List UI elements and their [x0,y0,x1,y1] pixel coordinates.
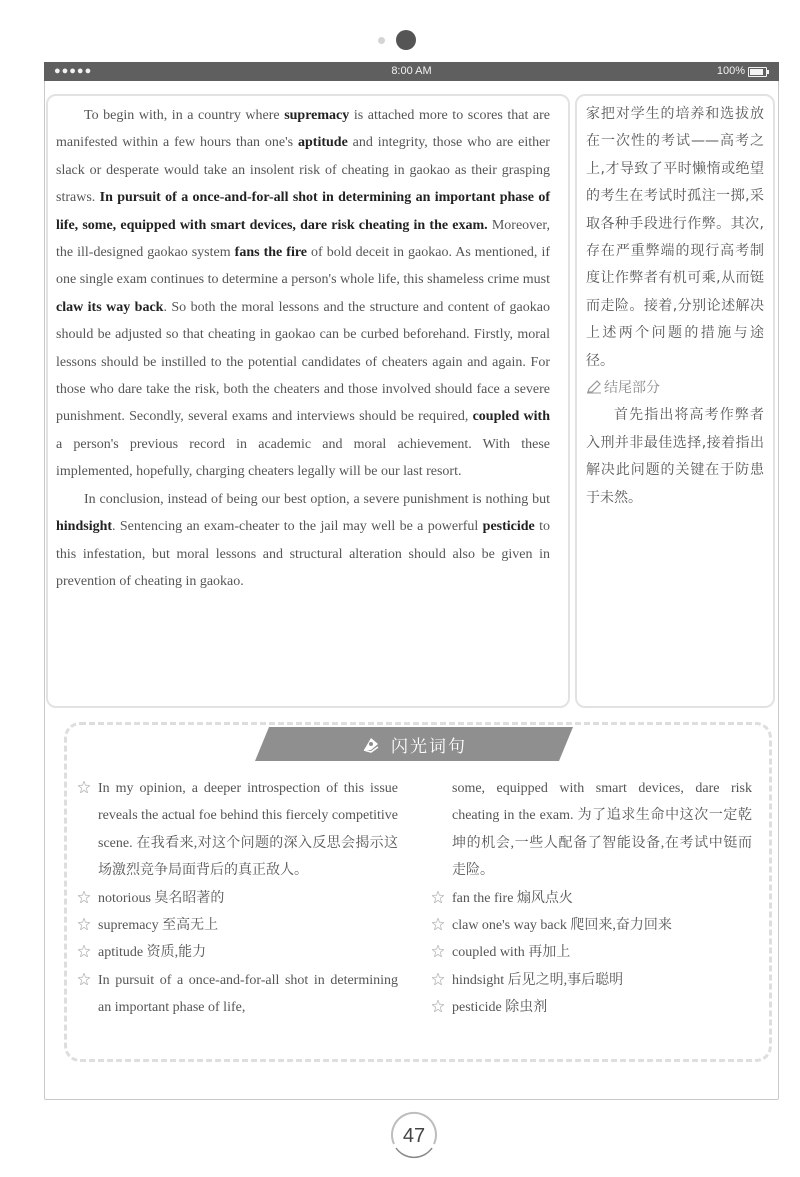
essay-text: To begin with, in a country where [84,108,285,123]
highlighted-phrase: fans the fire [234,245,308,261]
star-icon [432,891,444,903]
vocab-item: claw one's way back 爬回来,奋力回来 [430,912,752,939]
essay-text: . So both the moral lessons and the structure and content of gaokao should be adjusted so that cheating in gaokao can be curbed beforehand. Firstly, moral lessons should be instilled to the potential candidates of cheaters again and again. For those who dare take the risk, both the cheaters and those involved should face a severe punishment. Secondly, several exams and interviews should be required, [56,299,550,425]
book-icon [361,735,381,753]
star-icon [432,945,444,957]
vocab-item: hindsight 后见之明,事后聪明 [430,967,752,994]
essay-text: . Sentencing an exam-cheater to the jail may well be a powerful [112,519,483,535]
vocab-item: notorious 臭名昭著的 [76,885,398,912]
conclusion-paragraph: 首先指出将高考作弊者入刑并非最佳选择,接着指出解决此问题的关键在于防患于未然。 [586,407,764,506]
vocab-column-right [430,775,752,1022]
essay-text: a person's previous record in academic and moral achievement. With these implemented, hopefully, charging cheaters legally will be our last resort. [56,436,550,480]
highlighted-phrase: pesticide [482,519,535,535]
essay-paragraph [56,486,550,596]
highlighted-phrase: supremacy [284,108,350,123]
vocab-item: In my opinion, a deeper introspection of this issue reveals the actual foe behind this fiercely competitive scene. 在我看来,对这个问题的深入反思会揭示这场激烈竞争局面背后的真正敌人。 [76,775,398,885]
star-icon [78,781,90,793]
essay-text: to this infestation, but moral lessons and structural alteration should also be given in prevention of cheating in gaokao. [56,519,551,589]
essay-text: is attached more to scores that are manifested within a few hours than one's [56,108,551,151]
vocab-banner-label [255,727,573,761]
analysis-text [586,101,764,512]
vocab-item: pesticide 除虫剂 [430,994,752,1021]
star-icon [78,973,90,985]
vocab-title: 闪光词句 [391,736,467,757]
battery-percent: 100% [716,65,745,77]
star-icon [78,918,90,930]
camera-dot [378,37,385,44]
analysis-paragraph: 家把对学生的培养和选拔放在一次性的考试——高考之上,才导致了平时懒惰或绝望的考生在考试时孤注一掷,采取各种手段进行作弊。其次,存在严重弊端的现行高考制度让作弊者有机可乘,从而铤而走险。接着,分别论述解决上述两个问题的措施与途径。 [586,106,764,369]
star-icon [432,918,444,930]
page-number: 47 [402,1124,426,1147]
star-icon [78,891,90,903]
conclusion-heading-label: 结尾部分 [604,380,660,397]
highlighted-phrase: aptitude [298,135,348,151]
essay-text: Moreover, the ill-designed gaokao system [56,217,550,261]
signal-indicator: ●●●●● [54,65,93,77]
essay-text: In conclusion, instead of being our best option, a severe punishment is nothing but [84,491,550,507]
vocab-item: coupled with 再加上 [430,939,752,966]
conclusion-heading [586,375,764,402]
highlighted-phrase: In pursuit of a once-and-for-all shot in determining an important phase of life, some, equipped with smart devices, dare risk cheating in the exam. [56,190,550,233]
battery-icon [748,67,767,77]
vocab-column-left [76,775,398,1022]
pencil-icon [586,380,602,394]
vocab-item: supremacy 至高无上 [76,912,398,939]
camera-lens [396,30,416,50]
star-icon [432,1000,444,1012]
vocab-item-continued: some, equipped with smart devices, dare risk cheating in the exam. 为了追求生命中这次一定乾坤的机会,一些人配备了智能设备,在考试中铤而走险。 [452,781,752,879]
essay-text: of bold deceit in gaokao. As mentioned, if one single exam continues to determine a person's whole life, this shameless crime must [56,245,550,288]
highlighted-phrase: claw its way back [56,299,164,315]
vocab-item: fan the fire 煽风点火 [430,885,752,912]
status-bar [44,62,779,81]
essay-body [56,102,550,595]
star-icon [78,945,90,957]
star-icon [432,973,444,985]
vocab-item: In pursuit of a once-and-for-all shot in determining an important phase of life, [76,967,398,1022]
essay-text: and integrity, those who are either slack or desperate would take an insolent risk of cheating in gaokao as their grasping straws. [56,135,550,206]
status-time: 8:00 AM [391,65,432,77]
essay-paragraph [56,102,550,486]
highlighted-phrase: coupled with [472,409,550,425]
vocab-item: aptitude 资质,能力 [76,939,398,966]
highlighted-phrase: hindsight [56,519,113,535]
